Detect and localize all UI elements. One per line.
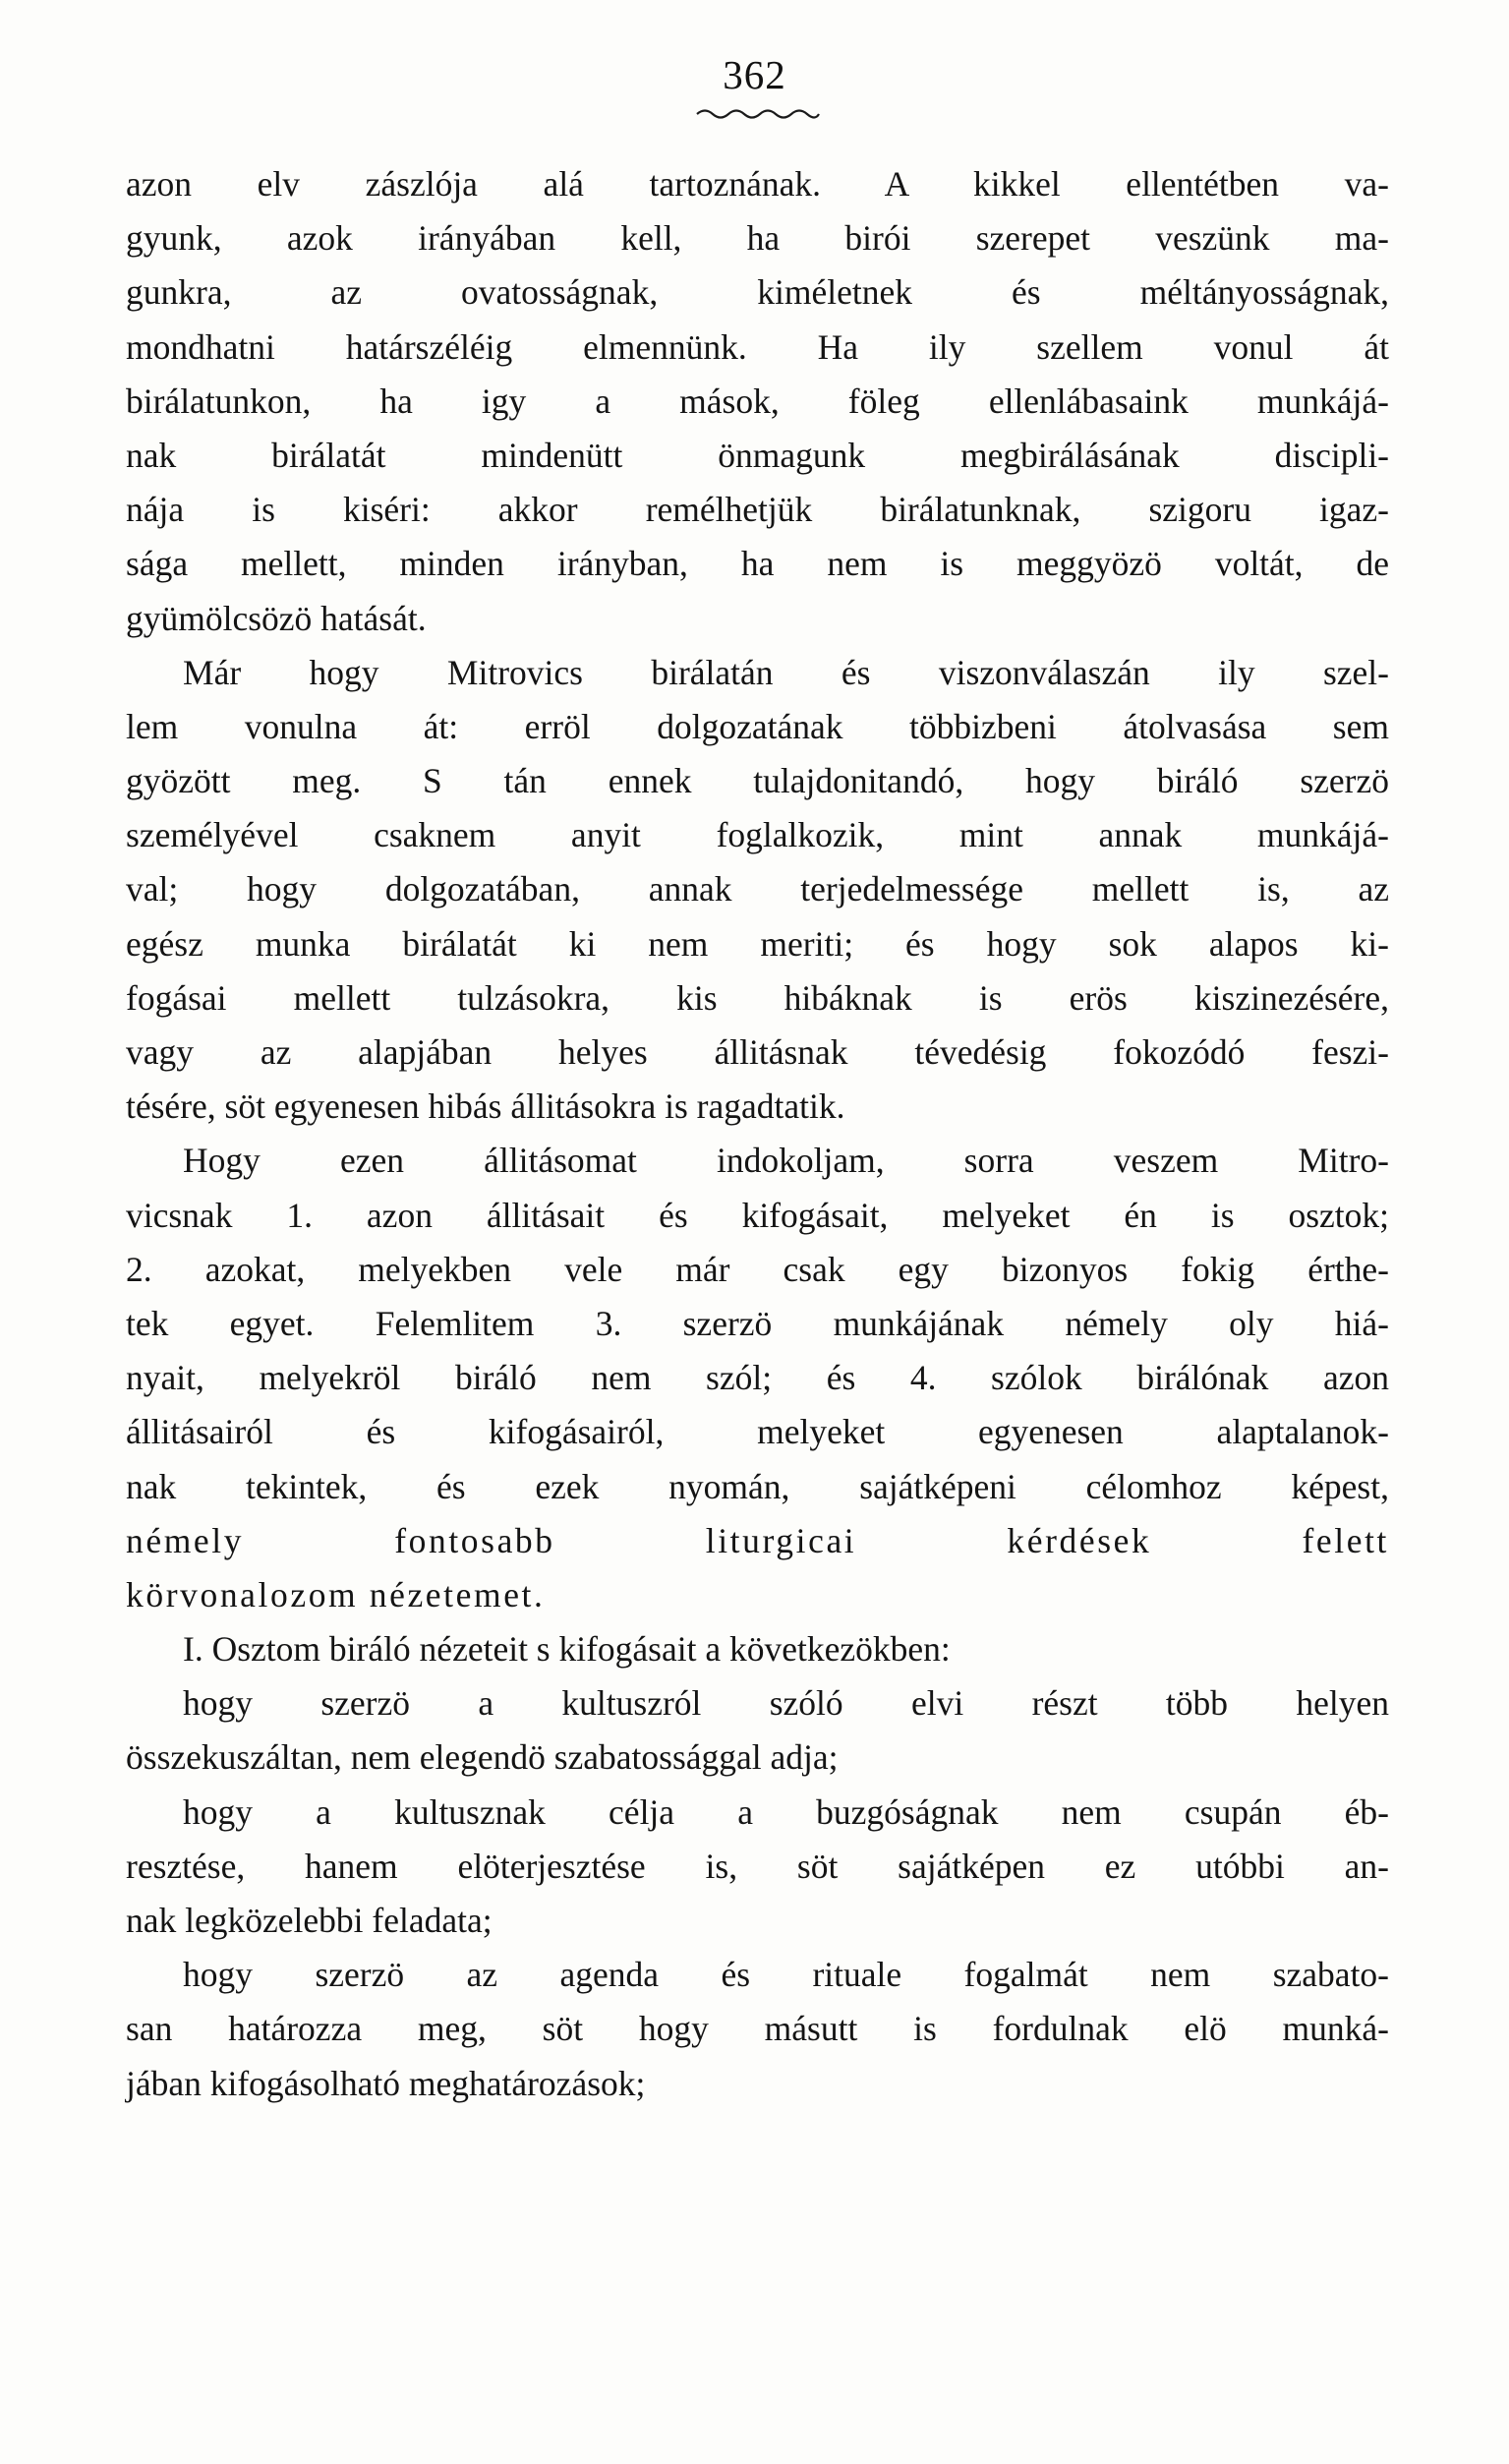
text-line: nak tekintek, és ezek nyomán, sajátképeni célomhoz képest, bbox=[126, 1466, 1389, 1506]
text-line: gyözött meg. S tán ennek tulajdonitandó, hogy biráló szerzö bbox=[126, 761, 1389, 801]
text-line: tek egyet. Felemlitem 3. szerzö munkájának némely oly hiá- bbox=[126, 1303, 1389, 1343]
text-line: körvonalozom nézetemet. bbox=[126, 1574, 546, 1614]
text-line: nak legközelebbi feladata; bbox=[126, 1901, 493, 1940]
text-line: mondhatni határszéléig elmennünk. Ha ily szellem vonul át bbox=[126, 326, 1389, 367]
text-line: gunkra, az ovatosságnak, kiméletnek és méltányosságnak, bbox=[126, 272, 1389, 313]
text-line: azon elv zászlója alá tartoznának. A kikkel ellentétben va- bbox=[126, 164, 1389, 204]
text-line: vicsnak 1. azon állitásait és kifogásait, melyeket én is osztok; bbox=[126, 1195, 1389, 1235]
text-line: némely fontosabb liturgicai kérdések felett bbox=[126, 1520, 1389, 1560]
text-line: sága mellett, minden irányban, ha nem is meggyözö voltát, de bbox=[126, 544, 1389, 584]
text-line: egész munka birálatát ki nem meriti; és hogy sok alapos ki- bbox=[126, 923, 1389, 964]
paragraph-7 bbox=[126, 1948, 1389, 2111]
paragraph-3 bbox=[126, 1134, 1389, 1622]
paragraph-6 bbox=[126, 1786, 1389, 1949]
text-line: gyümölcsözö hatását. bbox=[126, 598, 427, 638]
paragraph-4 bbox=[126, 1622, 1389, 1676]
text-line: vagy az alapjában helyes állitásnak tévedésig fokozódó feszi- bbox=[126, 1032, 1389, 1072]
text-line: jában kifogásolható meghatározások; bbox=[126, 2063, 646, 2103]
text-line: hogy a kultusznak célja a buzgóságnak nem csupán éb- bbox=[183, 1791, 1389, 1832]
decorative-rule-icon bbox=[695, 106, 821, 120]
text-line: val; hogy dolgozatában, annak terjedelmessége mellett is, az bbox=[126, 869, 1389, 909]
text-line: resztése, hanem elöterjesztése is, söt sajátképen ez utóbbi an- bbox=[126, 1846, 1389, 1886]
text-line: nyait, melyekröl biráló nem szól; és 4. szólok birálónak azon bbox=[126, 1358, 1389, 1398]
text-line: gyunk, azok irányában kell, ha birói szerepet veszünk ma- bbox=[126, 218, 1389, 259]
page-number: 362 bbox=[723, 52, 786, 97]
text-line: hogy szerzö az agenda és rituale fogalmát nem szabato- bbox=[183, 1955, 1389, 1995]
paragraph-2 bbox=[126, 646, 1389, 1135]
text-line: I. Osztom biráló nézeteit s kifogásait a következökben: bbox=[183, 1629, 951, 1670]
text-line: san határozza meg, söt hogy másutt is fordulnak elö munká- bbox=[126, 2009, 1389, 2049]
text-line: összekuszáltan, nem elegendö szabatossággal adja; bbox=[126, 1737, 839, 1778]
text-line: személyével csaknem anyit foglalkozik, mint annak munkájá- bbox=[126, 815, 1389, 855]
text-line: birálatunkon, ha igy a mások, föleg ellenlábasaink munkájá- bbox=[126, 381, 1389, 421]
body-text bbox=[126, 157, 1389, 2111]
text-line: állitásairól és kifogásairól, melyeket egyenesen alaptalanok- bbox=[126, 1412, 1389, 1452]
text-line: nak birálatát mindenütt önmagunk megbirálásának discipli- bbox=[126, 435, 1389, 475]
text-line: nája is kiséri: akkor remélhetjük birálatunknak, szigoru igaz- bbox=[126, 490, 1389, 530]
text-line: tésére, söt egyenesen hibás állitásokra is ragadtatik. bbox=[126, 1086, 845, 1127]
text-line: 2. azokat, melyekben vele már csak egy bizonyos fokig érthe- bbox=[126, 1249, 1389, 1289]
text-line: Már hogy Mitrovics birálatán és viszonválaszán ily szel- bbox=[183, 652, 1389, 692]
paragraph-1 bbox=[126, 157, 1389, 646]
text-line: Hogy ezen állitásomat indokoljam, sorra veszem Mitro- bbox=[183, 1141, 1389, 1181]
text-line: hogy szerzö a kultuszról szóló elvi részt több helyen bbox=[183, 1683, 1389, 1724]
text-line: lem vonulna át: erröl dolgozatának többizbeni átolvasása sem bbox=[126, 706, 1389, 746]
paragraph-5 bbox=[126, 1676, 1389, 1785]
text-line: fogásai mellett tulzásokra, kis hibáknak is erös kiszinezésére, bbox=[126, 977, 1389, 1018]
